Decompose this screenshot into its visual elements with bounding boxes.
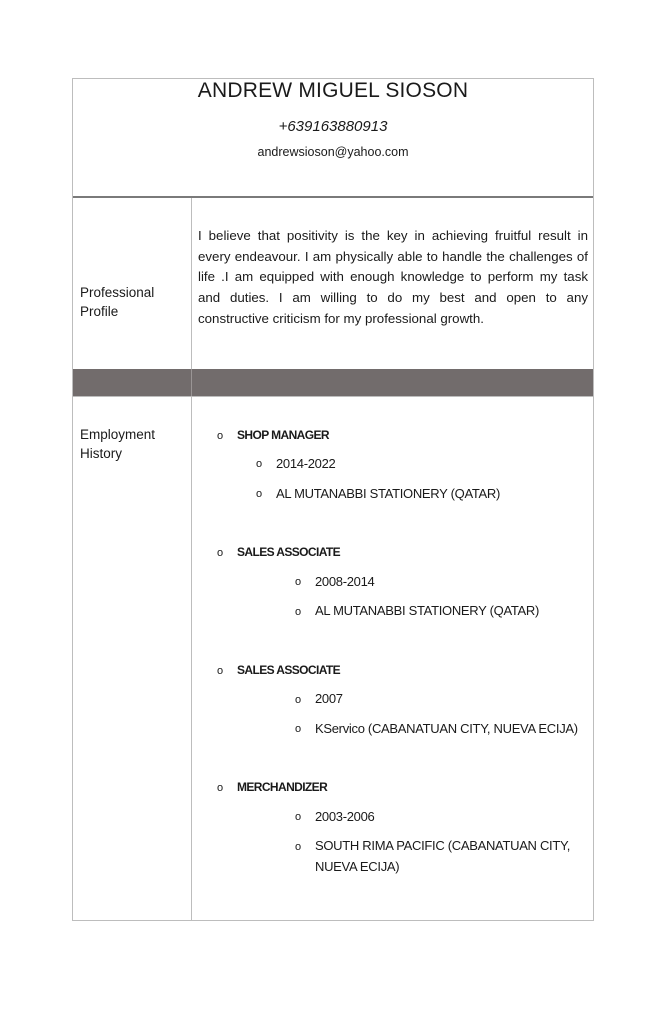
resume-sheet xyxy=(72,78,594,921)
job-company: SOUTH RIMA PACIFIC (CABANATUAN CITY, NUEVA ECIJA) xyxy=(315,838,571,874)
job-company: AL MUTANABBI STATIONERY (QATAR) xyxy=(276,486,501,501)
job-title: MERCHANDIZER xyxy=(237,780,328,794)
job-bullet: o xyxy=(217,782,224,794)
detail-bullet: o xyxy=(295,576,302,588)
detail-bullet: o xyxy=(295,723,302,735)
job-company: KServico (CABANATUAN CITY, NUEVA ECIJA) xyxy=(315,721,578,736)
job-title: SALES ASSOCIATE xyxy=(237,663,341,677)
detail-bullet: o xyxy=(256,458,263,470)
job-bullet: o xyxy=(217,430,224,442)
detail-bullet: o xyxy=(295,606,302,618)
band-column-separator xyxy=(191,369,192,396)
job-bullet: o xyxy=(217,547,224,559)
job-title: SALES ASSOCIATE xyxy=(237,545,341,559)
job-title: SHOP MANAGER xyxy=(237,428,329,442)
job-years: 2008-2014 xyxy=(315,574,375,589)
job-years: 2003-2006 xyxy=(315,809,375,824)
resume-header xyxy=(73,79,593,198)
job-years: 2014-2022 xyxy=(276,456,336,471)
column-divider xyxy=(191,198,192,920)
job-bullet: o xyxy=(217,665,224,677)
phone-number: +639163880913 xyxy=(278,118,388,135)
employment-label: Employment History xyxy=(80,427,156,461)
job-company: AL MUTANABBI STATIONERY (QATAR) xyxy=(315,603,540,618)
detail-bullet: o xyxy=(295,811,302,823)
section-divider-band xyxy=(73,369,593,397)
detail-bullet: o xyxy=(256,488,263,500)
profile-label: Professional Profile xyxy=(80,285,155,319)
profile-text: I believe that positivity is the key in achieving fruitful result in every endeavour. I am physically able to handle the challenges of life .I am equipped with enough knowledge to perform my task and duties. I am willing to do my best and open to any constructive criticism for my professional growth. xyxy=(198,228,588,326)
applicant-name: ANDREW MIGUEL SIOSON xyxy=(197,79,469,102)
email-address: andrewsioson@yahoo.com xyxy=(257,145,409,159)
detail-bullet: o xyxy=(295,694,302,706)
detail-bullet: o xyxy=(295,841,302,853)
job-years: 2007 xyxy=(315,691,343,706)
